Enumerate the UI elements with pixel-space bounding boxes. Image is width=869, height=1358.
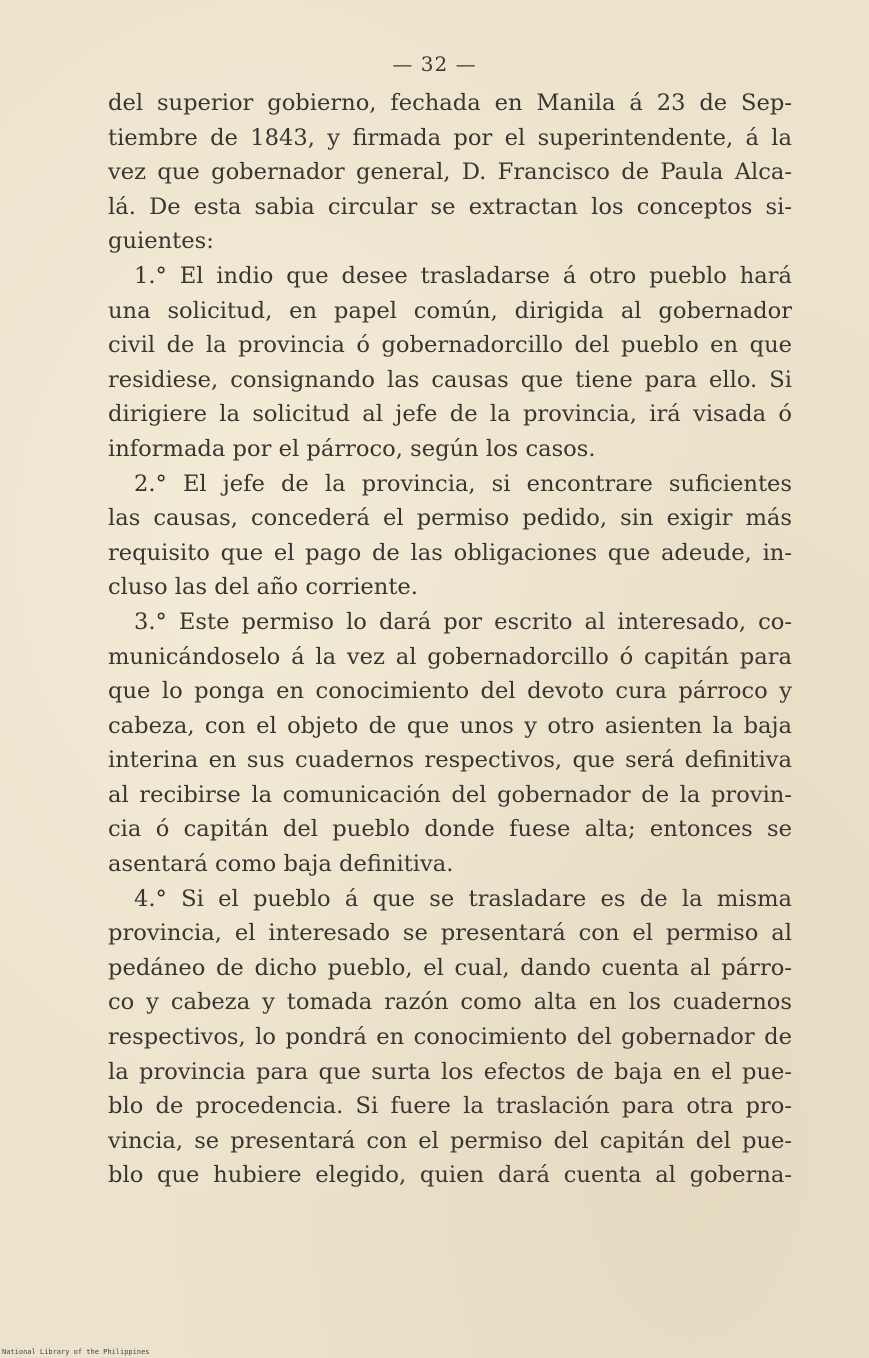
paragraph-3-start: 3.° Este permiso lo dará por escrito al interesado, co- <box>134 608 792 635</box>
text-line: del superior gobierno, fechada en Manila á 23 de Sep- <box>108 90 792 116</box>
text-line: lá. De esta sabia circular se extractan los conceptos si- <box>108 193 792 220</box>
text-line: residiese, consignando las causas que tiene para ello. Si <box>108 366 792 393</box>
text-line: requisito que el pago de las obligaciones que adeude, in- <box>108 539 792 566</box>
paragraph-1-start: 1.° El indio que desee trasladarse á otro pueblo hará <box>134 262 792 289</box>
text-line: una solicitud, en papel común, dirigida al gobernador <box>108 297 792 324</box>
text-line: informada por el párroco, según los casos. <box>108 435 596 462</box>
text-line: cluso las del año corriente. <box>108 574 418 601</box>
text-line: co y cabeza y tomada razón como alta en los cuadernos <box>108 989 792 1016</box>
text-line: civil de la provincia ó gobernadorcillo del pueblo en que <box>108 332 792 359</box>
text-line: tiembre de 1843, y firmada por el superintendente, á la <box>108 124 792 151</box>
text-line: pedáneo de dicho pueblo, el cual, dando cuenta al párro- <box>108 954 792 981</box>
text-line: respectivos, lo pondrá en conocimiento del gobernador de <box>108 1024 792 1051</box>
page-number: — 32 — <box>392 52 477 76</box>
text-line: vez que gobernador general, D. Francisco de Paula Alca- <box>108 159 792 186</box>
text-line: interina en sus cuadernos respectivos, que será definitiva <box>108 747 792 774</box>
text-line: las causas, concederá el permiso pedido, sin exigir más <box>108 505 792 532</box>
text-line: blo de procedencia. Si fuere la traslación para otra pro- <box>108 1093 792 1120</box>
text-line: al recibirse la comunicación del gobernador de la provin- <box>108 781 792 808</box>
text-line: que lo ponga en conocimiento del devoto cura párroco y <box>108 678 792 705</box>
paragraph-2-start: 2.° El jefe de la provincia, si encontrare suficientes <box>134 470 792 497</box>
text-line: vincia, se presentará con el permiso del capitán del pue- <box>108 1127 792 1154</box>
text-line: provincia, el interesado se presentará con el permiso al <box>108 920 792 947</box>
text-line: cabeza, con el objeto de que unos y otro asienten la baja <box>108 712 792 739</box>
text-line: cia ó capitán del pueblo donde fuese alta; entonces se <box>108 816 792 843</box>
text-line: la provincia para que surta los efectos de baja en el pue- <box>108 1058 792 1085</box>
body-text <box>108 86 792 1193</box>
text-line: dirigiere la solicitud al jefe de la provincia, irá visada ó <box>108 401 792 428</box>
text-line: municándoselo á la vez al gobernadorcillo ó capitán para <box>108 643 792 670</box>
paragraph-4-start: 4.° Si el pueblo á que se trasladare es de la misma <box>134 885 792 912</box>
text-line: guientes: <box>108 228 214 255</box>
text-line: blo que hubiere elegido, quien dará cuenta al goberna- <box>108 1162 792 1189</box>
text-line: asentará como baja definitiva. <box>108 851 454 878</box>
library-credit: National Library of the Philippines <box>2 1348 150 1356</box>
